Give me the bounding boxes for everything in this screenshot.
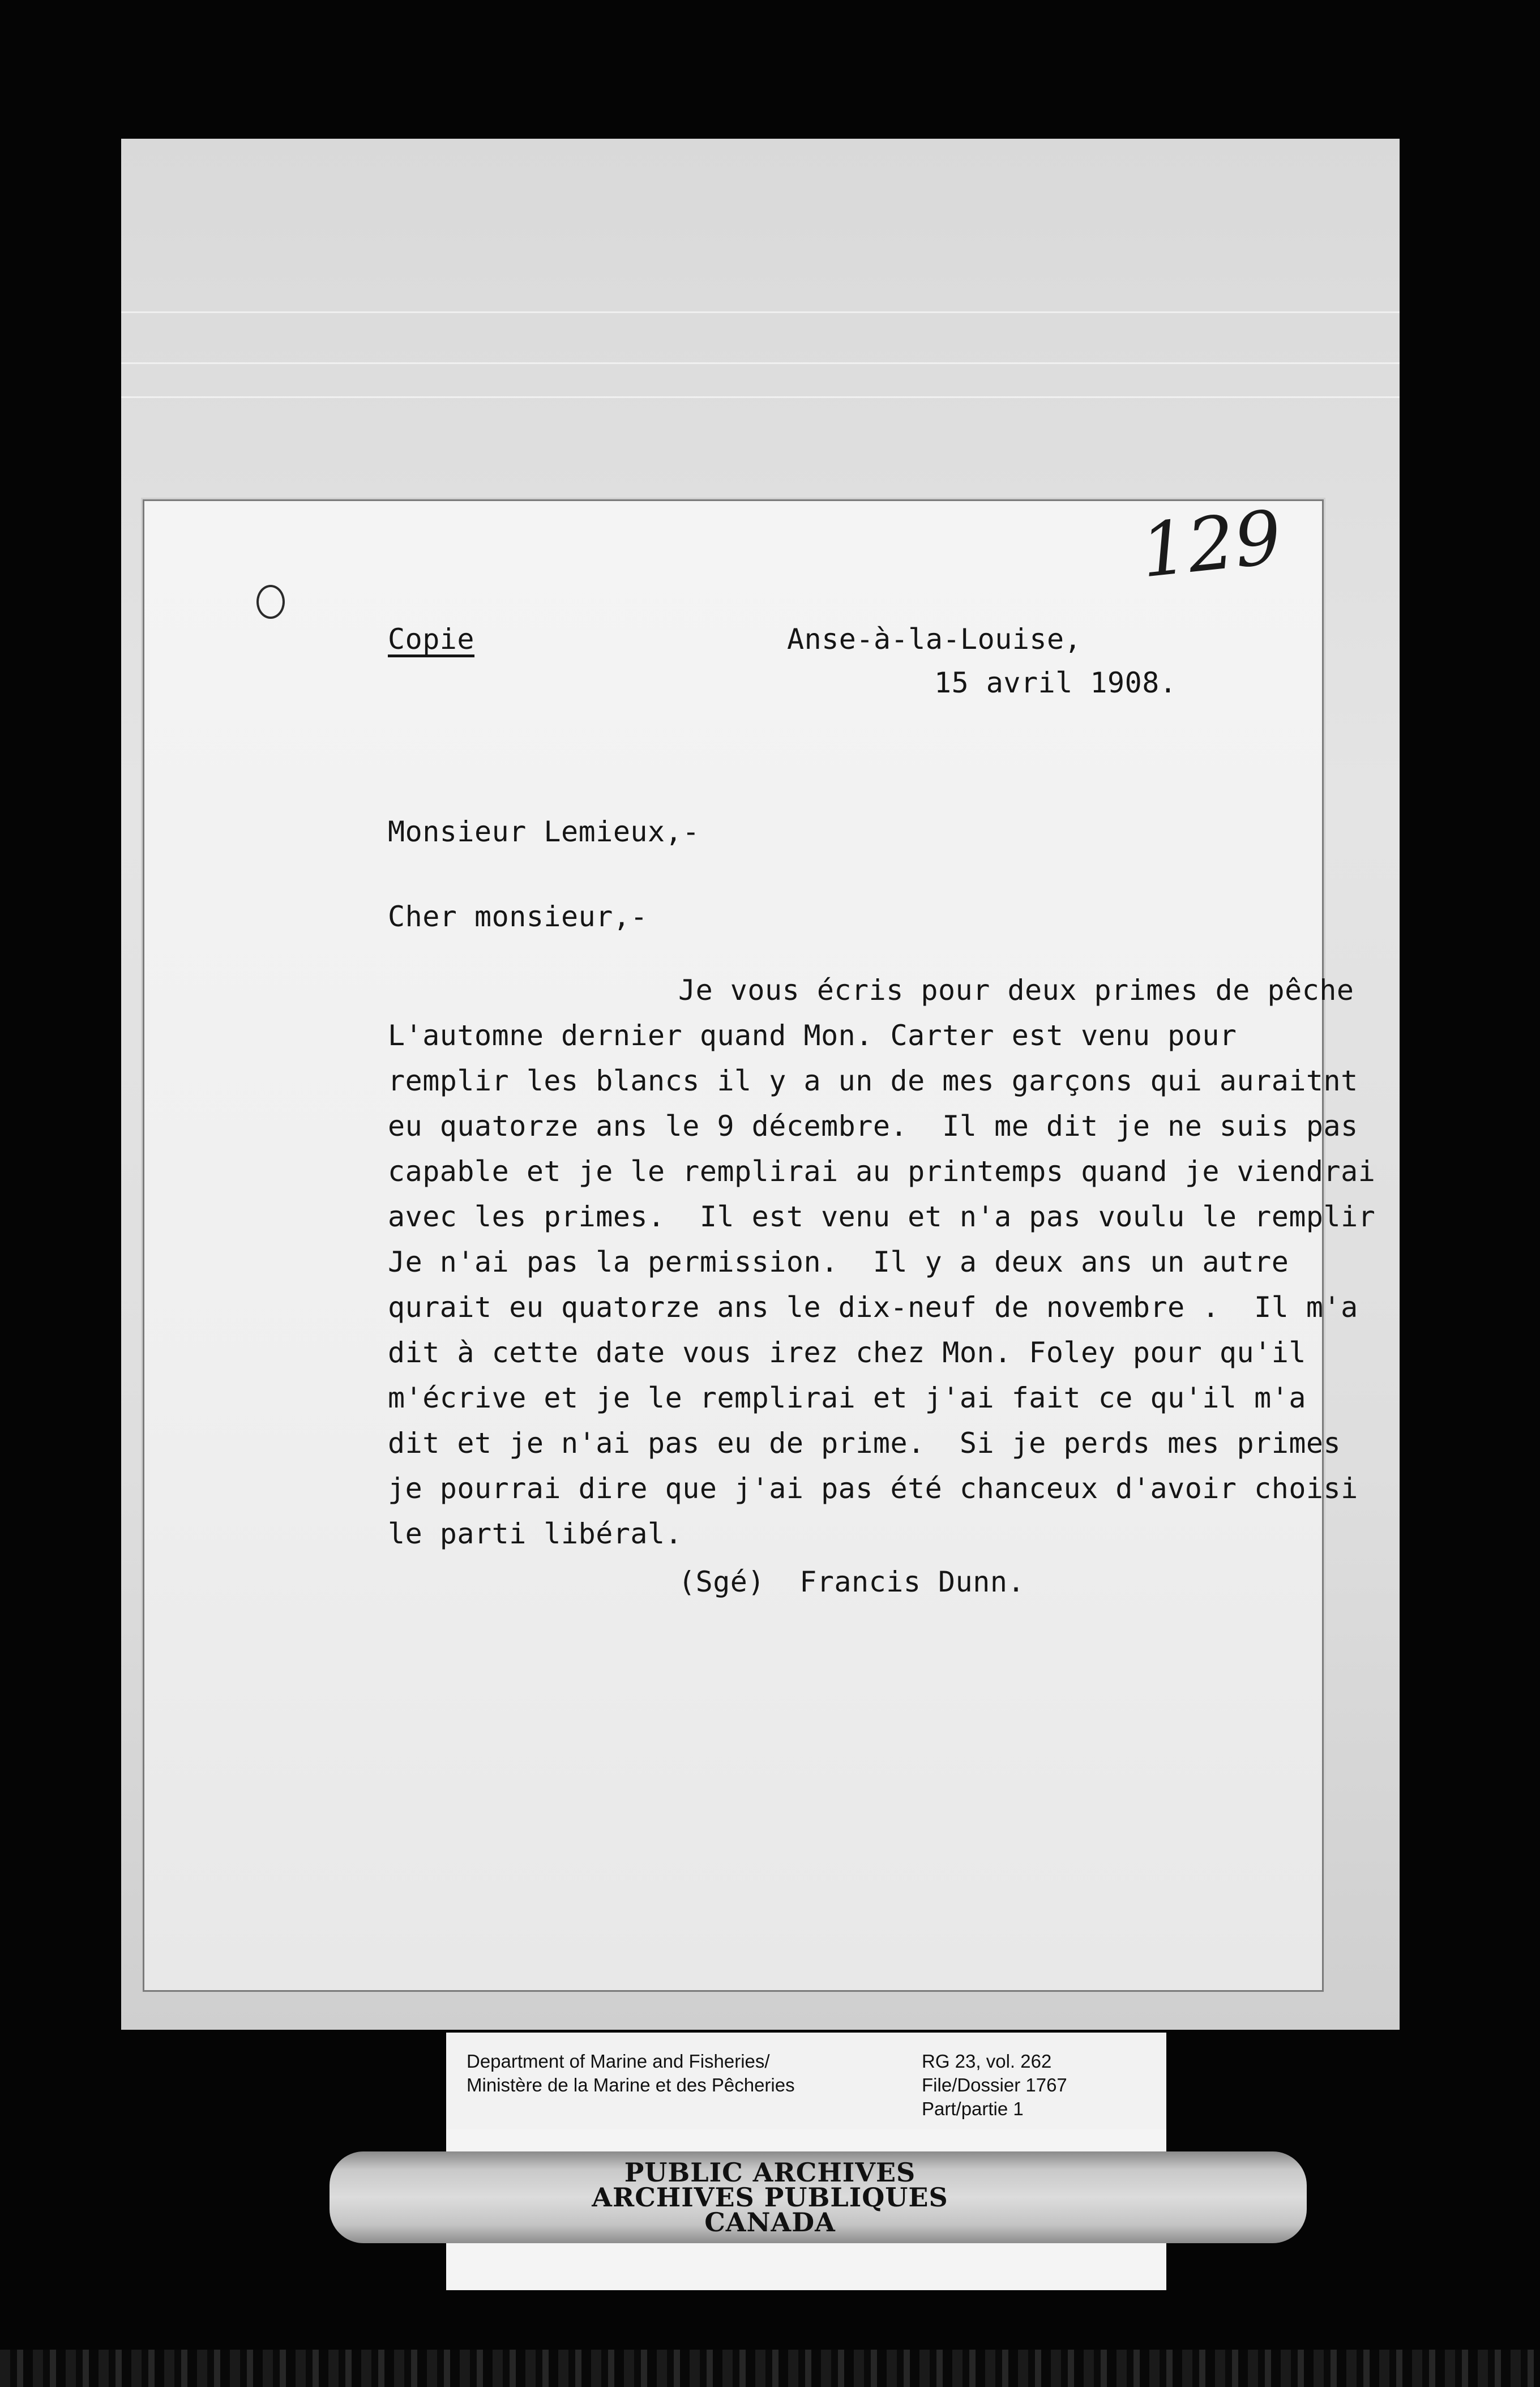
stamp-line: CANADA — [704, 2207, 836, 2238]
body-line: m'écrive et je le remplirai et j'ai fait ce qu'il m'a — [388, 1381, 1306, 1414]
letter-place: Anse-à-la-Louise, — [787, 623, 1082, 656]
reference-block — [922, 2050, 1067, 2121]
part-number: Part/partie 1 — [922, 2098, 1024, 2119]
stamp-line: ARCHIVES PUBLIQUES — [592, 2182, 948, 2213]
fold-line — [121, 396, 1400, 398]
department-en: Department of Marine and Fisheries/ — [467, 2051, 770, 2072]
archive-reference-label — [446, 2033, 1166, 2129]
department-block — [467, 2050, 795, 2097]
file-number: File/Dossier 1767 — [922, 2074, 1067, 2095]
body-line: dit à cette date vous irez chez Mon. Foley pour qu'il — [388, 1336, 1306, 1369]
body-line: qurait eu quatorze ans le dix-neuf de novembre . Il m'a — [388, 1291, 1358, 1324]
punch-hole — [256, 585, 285, 619]
salutation-greeting: Cher monsieur,- — [388, 900, 648, 933]
body-line: eu quatorze ans le 9 décembre. Il me dit je ne suis pas — [388, 1110, 1358, 1143]
film-edge — [0, 2350, 1540, 2387]
folio-number: 129 — [1136, 494, 1286, 594]
copy-label: Copie — [388, 623, 475, 656]
body-line: L'automne dernier quand Mon. Carter est venu pour — [388, 1019, 1237, 1052]
letter-date: 15 avril 1908. — [934, 666, 1177, 699]
body-line: capable et je le remplirai au printemps quand je viendrai — [388, 1155, 1376, 1188]
body-line: Je vous écris pour deux primes de pêche — [678, 974, 1354, 1007]
department-fr: Ministère de la Marine et des Pêcheries — [467, 2074, 795, 2095]
body-line: remplir les blancs il y a un de mes garçons qui auraitnt — [388, 1064, 1358, 1097]
body-line: le parti libéral. — [388, 1517, 683, 1550]
stamp-line: PUBLIC ARCHIVES — [624, 2157, 916, 2188]
fold-line — [121, 311, 1400, 313]
salutation-name: Monsieur Lemieux,- — [388, 815, 700, 848]
record-group: RG 23, vol. 262 — [922, 2051, 1052, 2072]
body-line: dit et je n'ai pas eu de prime. Si je perds mes primes — [388, 1427, 1341, 1460]
letter-page — [144, 494, 1376, 1990]
body-line: avec les primes. Il est venu et n'a pas voulu le remplir — [388, 1200, 1376, 1233]
fold-line — [121, 362, 1400, 364]
body-line: je pourrai dire que j'ai pas été chanceux d'avoir choisi — [388, 1472, 1358, 1505]
signature: (Sgé) Francis Dunn. — [678, 1565, 1025, 1598]
body-line: Je n'ai pas la permission. Il y a deux ans un autre — [388, 1246, 1289, 1278]
